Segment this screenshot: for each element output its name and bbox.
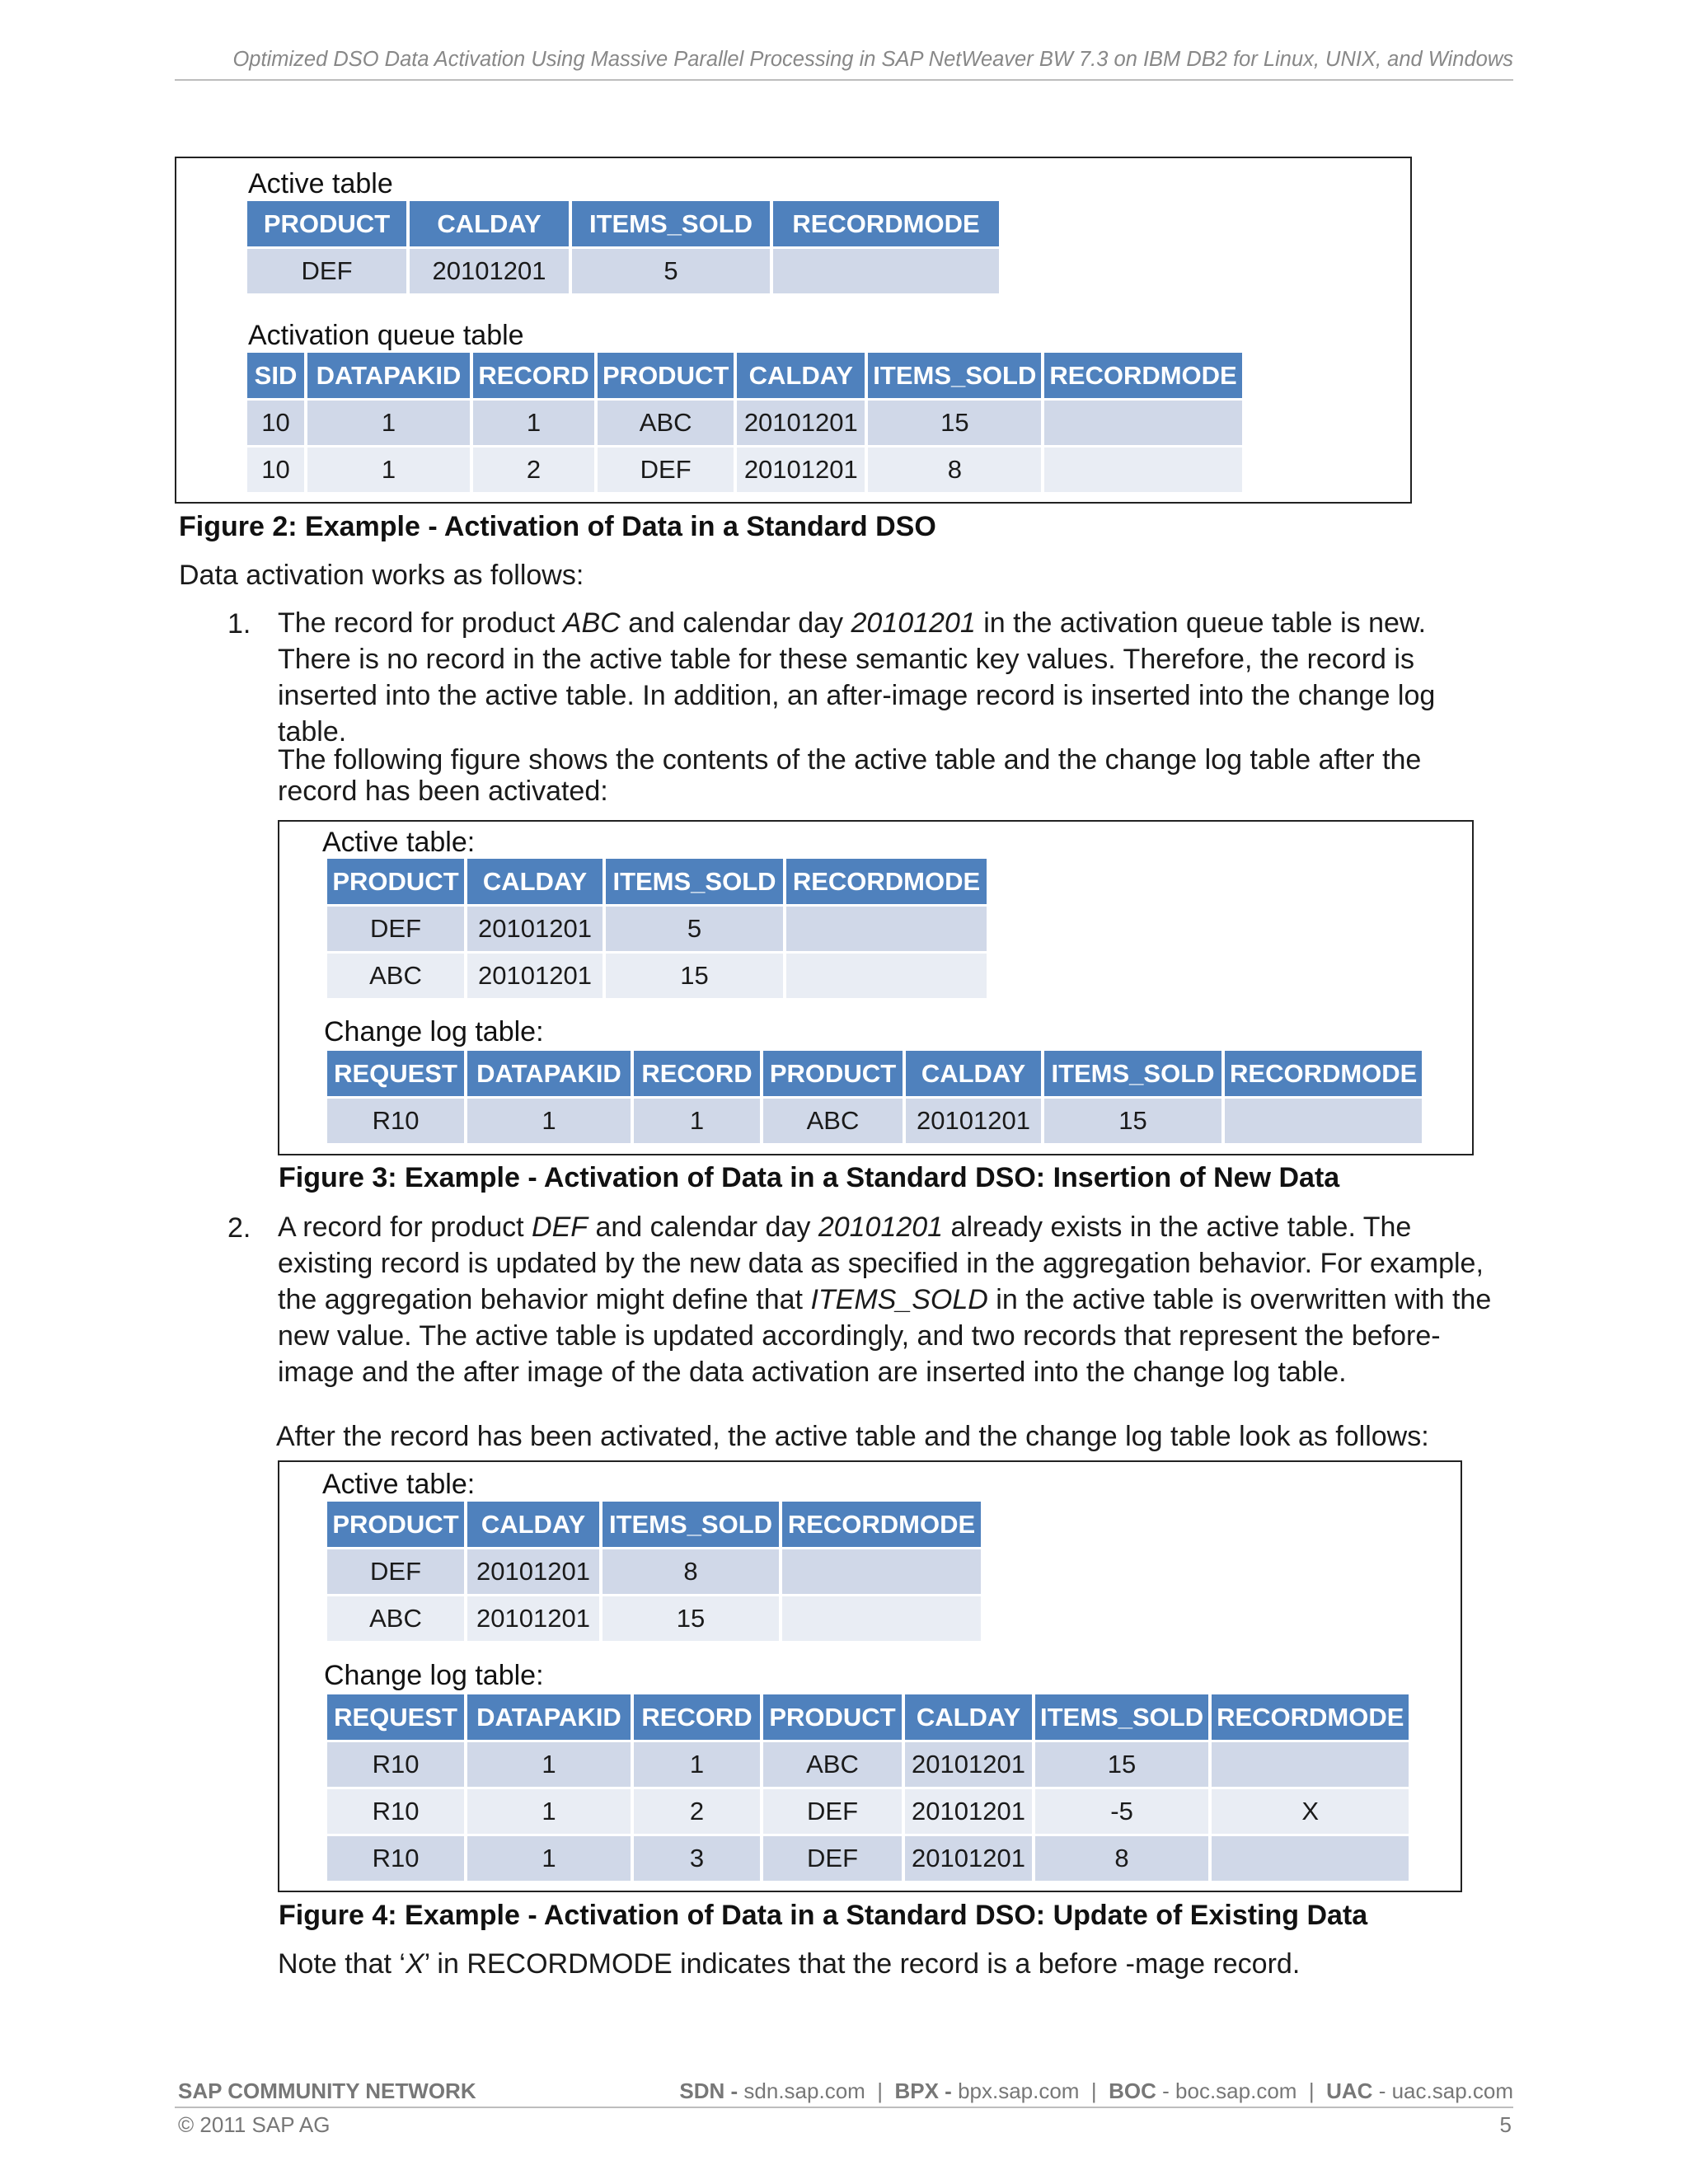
- column-header: RECORDMODE: [1044, 353, 1241, 398]
- text-run-italic: ITEMS_SOLD: [810, 1284, 988, 1315]
- figure4-log-label: Change log table:: [324, 1660, 544, 1691]
- text-run: ’ in RECORDMODE indicates that the record is a before -mage record.: [424, 1948, 1301, 1980]
- column-header: RECORD: [473, 353, 594, 398]
- column-header: ITEMS_SOLD: [868, 353, 1041, 398]
- table-cell: 20101201: [467, 907, 603, 951]
- table-cell: 2: [634, 1789, 760, 1834]
- table-cell: 2: [473, 448, 594, 492]
- step2-text: [278, 1209, 1506, 1390]
- figure3-active-table: [324, 856, 990, 1001]
- column-header: PRODUCT: [763, 1694, 902, 1740]
- footer-boc-link[interactable]: - boc.sap.com: [1162, 2079, 1297, 2103]
- footer-separator: |: [1090, 2079, 1097, 2103]
- footer-sdn-label: SDN -: [679, 2079, 738, 2103]
- table-cell: 15: [868, 401, 1041, 445]
- table-cell: 5: [572, 249, 770, 293]
- column-header: RECORDMODE: [782, 1502, 981, 1547]
- step1-followup: The following figure shows the contents of the active table and the change log table after the record has been activated:: [278, 744, 1422, 807]
- table-cell: [1212, 1742, 1409, 1787]
- column-header: CALDAY: [905, 1694, 1032, 1740]
- table-cell: [1044, 401, 1241, 445]
- column-header: DATAPAKID: [467, 1051, 631, 1096]
- column-header: PRODUCT: [327, 1502, 464, 1547]
- column-header: ITEMS_SOLD: [1035, 1694, 1208, 1740]
- column-header: CALDAY: [467, 1502, 599, 1547]
- table-cell: 1: [473, 401, 594, 445]
- table-cell: 10: [247, 448, 304, 492]
- footer-boc-label: BOC: [1109, 2079, 1156, 2103]
- table-row: [247, 401, 1242, 445]
- column-header: PRODUCT: [327, 859, 464, 904]
- figure2-active-label: Active table: [248, 168, 393, 199]
- footer-bpx-label: BPX -: [894, 2079, 952, 2103]
- table-row: [327, 1836, 1409, 1881]
- table-cell: 15: [1044, 1099, 1221, 1143]
- table-row: [327, 1742, 1409, 1787]
- text-run: in the activation queue table is new. There is no record in the active table for these semantic key values. Therefore, the record is inserted into the active table. In addition, an after-image record is inserted into the change log table.: [278, 607, 1436, 748]
- table-cell: 20101201: [905, 1789, 1032, 1834]
- text-run-italic: 20101201: [818, 1212, 944, 1243]
- table-header-row: [247, 353, 1242, 398]
- footer-bpx-link[interactable]: bpx.sap.com: [958, 2079, 1080, 2103]
- table-cell: 1: [467, 1789, 631, 1834]
- table-cell: 8: [868, 448, 1041, 492]
- column-header: RECORD: [634, 1694, 760, 1740]
- intro-text: Data activation works as follows:: [179, 560, 584, 591]
- footer-copyright: © 2011 SAP AG: [178, 2112, 331, 2137]
- column-header: REQUEST: [327, 1051, 464, 1096]
- table-row: [327, 1789, 1409, 1834]
- table-cell: 1: [467, 1099, 631, 1143]
- table-cell: -5: [1035, 1789, 1208, 1834]
- text-run: The record for product: [278, 607, 563, 639]
- text-run: already exists in the active table. The existing record is updated by the new data as specified in the aggregation behavior. For example, the aggregation behavior might define that: [278, 1212, 1484, 1315]
- table-cell: DEF: [598, 448, 734, 492]
- text-run-italic: DEF: [532, 1212, 588, 1243]
- step1-text: [278, 605, 1506, 750]
- table-cell: 20101201: [410, 249, 569, 293]
- column-header: SID: [247, 353, 304, 398]
- table-cell: 3: [634, 1836, 760, 1881]
- table-cell: [786, 954, 987, 998]
- table-cell: 15: [1035, 1742, 1208, 1787]
- step1-number: 1.: [227, 608, 251, 640]
- note-text: [278, 1946, 1300, 1982]
- figure4-active-table: [324, 1499, 984, 1643]
- table-cell: [782, 1549, 981, 1594]
- table-cell: ABC: [763, 1742, 902, 1787]
- table-cell: 15: [606, 954, 783, 998]
- footer-rule: [175, 2107, 1513, 2108]
- footer-sdn-link[interactable]: sdn.sap.com: [743, 2079, 865, 2103]
- table-cell: ABC: [598, 401, 734, 445]
- figure4-change-log-table: [324, 1692, 1412, 1883]
- column-header: DATAPAKID: [467, 1694, 631, 1740]
- table-cell: 5: [606, 907, 783, 951]
- table-cell: 20101201: [737, 448, 865, 492]
- table-cell: 10: [247, 401, 304, 445]
- figure4-active-label: Active table:: [322, 1469, 476, 1500]
- text-run: and calendar day: [588, 1212, 818, 1243]
- table-cell: 8: [1035, 1836, 1208, 1881]
- table-header-row: [327, 1051, 1422, 1096]
- table-cell: R10: [327, 1742, 464, 1787]
- table-row: [247, 448, 1242, 492]
- column-header: PRODUCT: [247, 201, 406, 246]
- table-cell: [786, 907, 987, 951]
- table-cell: [773, 249, 999, 293]
- column-header: ITEMS_SOLD: [603, 1502, 779, 1547]
- column-header: RECORDMODE: [786, 859, 987, 904]
- table-cell: 20101201: [905, 1742, 1032, 1787]
- text-run: and calendar day: [620, 607, 851, 639]
- column-header: RECORDMODE: [1212, 1694, 1409, 1740]
- text-run: Note that ‘: [278, 1948, 406, 1980]
- table-cell: 1: [634, 1742, 760, 1787]
- table-cell: ABC: [763, 1099, 903, 1143]
- column-header: CALDAY: [737, 353, 865, 398]
- column-header: DATAPAKID: [307, 353, 470, 398]
- column-header: ITEMS_SOLD: [1044, 1051, 1221, 1096]
- table-cell: R10: [327, 1836, 464, 1881]
- column-header: PRODUCT: [763, 1051, 903, 1096]
- table-cell: [782, 1596, 981, 1641]
- table-cell: 15: [603, 1596, 779, 1641]
- table-cell: DEF: [247, 249, 406, 293]
- table-cell: 20101201: [467, 1549, 599, 1594]
- text-run-italic: 20101201: [851, 607, 976, 639]
- table-row: [327, 907, 987, 951]
- figure2-caption: Figure 2: Example - Activation of Data in a Standard DSO: [179, 511, 936, 542]
- footer-network: SAP COMMUNITY NETWORK: [178, 2079, 476, 2103]
- table-cell: DEF: [763, 1836, 902, 1881]
- column-header: CALDAY: [906, 1051, 1041, 1096]
- column-header: REQUEST: [327, 1694, 464, 1740]
- table-cell: 8: [603, 1549, 779, 1594]
- running-header: Optimized DSO Data Activation Using Massive Parallel Processing in SAP NetWeaver BW 7.3 on IBM DB2 for Linux, UNIX, and Windows: [232, 48, 1513, 71]
- table-cell: 20101201: [467, 1596, 599, 1641]
- figure3-caption: Figure 3: Example - Activation of Data in a Standard DSO: Insertion of New Data: [279, 1162, 1340, 1193]
- column-header: RECORDMODE: [773, 201, 999, 246]
- table-cell: [1225, 1099, 1422, 1143]
- table-cell: 20101201: [467, 954, 603, 998]
- table-cell: 1: [307, 448, 470, 492]
- step2-number: 2.: [227, 1212, 251, 1244]
- footer-separator: |: [1308, 2079, 1315, 2103]
- activation-queue-table: [244, 350, 1245, 494]
- figure3-change-log-table: [324, 1048, 1425, 1146]
- column-header: RECORDMODE: [1225, 1051, 1422, 1096]
- step2-followup: After the record has been activated, the active table and the change log table look as follows:: [276, 1421, 1429, 1452]
- table-cell: 20101201: [906, 1099, 1041, 1143]
- header-rule: [175, 79, 1513, 81]
- page-number: 5: [1499, 2112, 1512, 2137]
- table-cell: [1212, 1836, 1409, 1881]
- figure2-active-table: [244, 199, 1002, 296]
- table-cell: 1: [467, 1742, 631, 1787]
- table-header-row: [247, 201, 999, 246]
- table-header-row: [327, 1502, 981, 1547]
- table-row: [327, 1596, 981, 1641]
- text-run-italic: X: [405, 1948, 424, 1980]
- footer-uac-link[interactable]: - uac.sap.com: [1378, 2079, 1513, 2103]
- table-row: [327, 1099, 1422, 1143]
- table-cell: ABC: [327, 954, 464, 998]
- table-cell: 1: [467, 1836, 631, 1881]
- table-cell: ABC: [327, 1596, 464, 1641]
- table-header-row: [327, 1694, 1409, 1740]
- table-cell: 20101201: [905, 1836, 1032, 1881]
- table-row: [327, 954, 987, 998]
- table-cell: R10: [327, 1099, 464, 1143]
- table-cell: DEF: [763, 1789, 902, 1834]
- text-run: A record for product: [278, 1212, 532, 1243]
- table-cell: 1: [634, 1099, 760, 1143]
- table-row: [327, 1549, 981, 1594]
- figure2-queue-label: Activation queue table: [248, 320, 524, 351]
- table-cell: 20101201: [737, 401, 865, 445]
- figure4-caption: Figure 4: Example - Activation of Data in a Standard DSO: Update of Existing Data: [279, 1900, 1368, 1931]
- table-cell: DEF: [327, 907, 464, 951]
- table-row: [247, 249, 999, 293]
- text-run-italic: ABC: [562, 607, 621, 639]
- table-cell: R10: [327, 1789, 464, 1834]
- figure3-log-label: Change log table:: [324, 1016, 544, 1047]
- footer-separator: |: [877, 2079, 884, 2103]
- table-cell: DEF: [327, 1549, 464, 1594]
- column-header: ITEMS_SOLD: [606, 859, 783, 904]
- table-header-row: [327, 859, 987, 904]
- table-cell: [1044, 448, 1241, 492]
- figure3-active-label: Active table:: [322, 827, 476, 858]
- table-cell: 1: [307, 401, 470, 445]
- column-header: RECORD: [634, 1051, 760, 1096]
- column-header: PRODUCT: [598, 353, 734, 398]
- text-run: in the active table is overwritten with the new value. The active table is updated accordingly, and two records that represent the before-image and the after image of the data activation are inserted into the change log table.: [278, 1284, 1492, 1388]
- column-header: CALDAY: [410, 201, 569, 246]
- table-cell: X: [1212, 1789, 1409, 1834]
- column-header: CALDAY: [467, 859, 603, 904]
- column-header: ITEMS_SOLD: [572, 201, 770, 246]
- footer-links: [679, 2079, 1513, 2104]
- footer-uac-label: UAC: [1326, 2079, 1373, 2103]
